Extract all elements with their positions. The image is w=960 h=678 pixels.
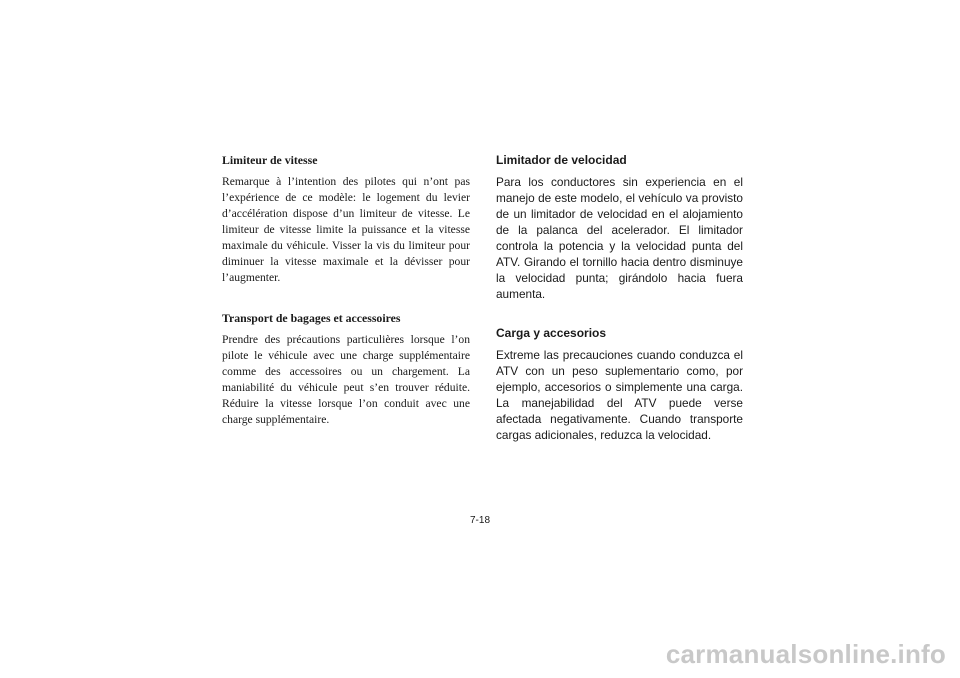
page-number: 7-18 bbox=[469, 515, 490, 526]
watermark: carmanualsonline.info bbox=[665, 639, 946, 669]
spanish-column bbox=[496, 150, 743, 443]
french-column bbox=[222, 150, 470, 428]
section-heading-speed-limiter-es: Limitador de velocidad bbox=[496, 153, 627, 167]
section-body-speed-limiter-es: Para los conductores sin experiencia en el manejo de este modelo, el vehículo va provisto de un limitador de velocidad en el alojamiento de la palanca del acelerador. El limitador controla la potencia y la velocidad punta del ATV. Girando el tornillo hacia dentro disminuye la velocidad punta; girándolo hacia fuera aumenta. bbox=[496, 175, 743, 301]
section-heading-speed-limiter-fr: Limiteur de vitesse bbox=[222, 153, 318, 167]
section-heading-cargo-fr: Transport de bagages et accessoires bbox=[222, 311, 401, 325]
section-body-cargo-es: Extreme las precauciones cuando conduzca el ATV con un peso suplementario como, por ejemplo, accesorios o simplemente una carga. La manejabilidad del ATV puede verse afectada negativamente. Cuando transporte cargas adicionales, reduzca la velocidad. bbox=[496, 348, 743, 442]
section-spacer bbox=[222, 286, 470, 308]
section-body-cargo-fr: Prendre des précautions particulières lorsque l’on pilote le véhicule avec une charge supplémentaire comme des accessoires ou un chargement. La maniabilité du véhicule peut s’en trouver réduite. Réduire la vitesse lorsque l’on conduit avec une charge supplémentaire. bbox=[222, 333, 470, 426]
section-spacer bbox=[496, 302, 743, 323]
section-body-speed-limiter-fr: Remarque à l’intention des pilotes qui n’ont pas l’expérience de ce modèle: le logement du levier d’accélération dispose d’un limiteur de vitesse. Le limiteur de vitesse limite la puissance et la vitesse maximale du véhicule. Visser la vis du limiteur pour diminuer la vitesse maximale et la dévisser pour l’augmenter. bbox=[222, 175, 470, 284]
section-heading-cargo-es: Carga y accesorios bbox=[496, 326, 607, 340]
